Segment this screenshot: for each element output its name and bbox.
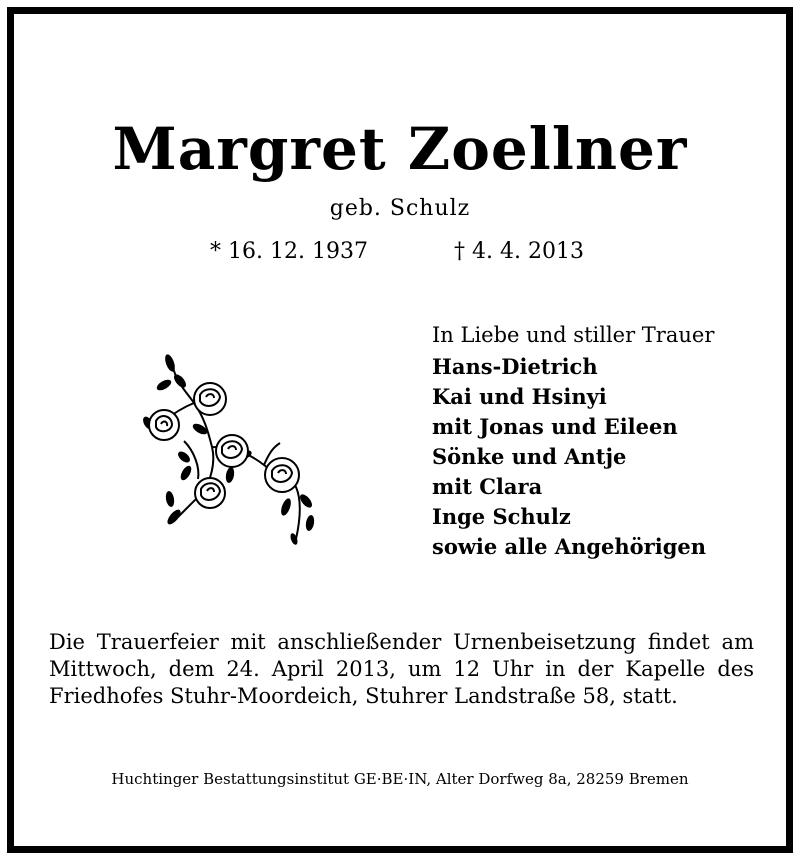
undertaker-line: Huchtinger Bestattungsinstitut GE·BE·IN, Alter Dorfweg 8a, 28259 Bremen [111,770,689,788]
life-dates [14,236,786,268]
mourner-entry: mit Jonas und Eileen [432,414,678,439]
birth-date: * 16. 12. 1937 [210,239,368,264]
roses-icon [134,351,319,546]
mourner-entry: mit Clara [432,474,543,499]
mourner-entry: Kai und Hsinyi [432,384,607,409]
birth-name: geb. Schulz [329,196,471,221]
mourners-block [432,320,772,562]
obituary-notice [7,7,793,853]
mourner-entry: Hans-Dietrich [432,354,598,379]
mourner-entry: sowie alle Angehörigen [432,534,707,559]
mourner-entry: Inge Schulz [432,504,571,529]
funeral-service-text: Die Trauerfeier mit anschließender Urnenbeisetzung findet am Mittwoch, dem 24. April 2013, um 12 Uhr in der Kapelle des Friedhofes Stuhr-Moordeich, Stuhrer Landstraße 58, statt. [49,630,754,708]
death-date: † 4. 4. 2013 [454,239,584,264]
mourners-intro: In Liebe und stiller Trauer [432,323,715,347]
deceased-name: Margret Zoellner [112,115,688,183]
mourner-entry: Sönke und Antje [432,444,627,469]
